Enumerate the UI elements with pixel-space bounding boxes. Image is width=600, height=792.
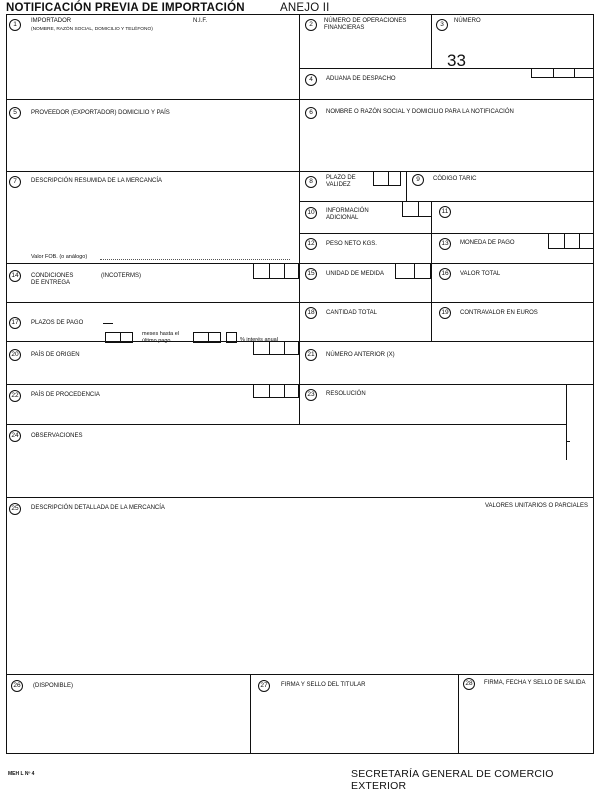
field-number-19: 19 [439, 307, 451, 319]
field-number-24: 24 [9, 430, 21, 442]
divider [6, 497, 594, 498]
field-number-6: 6 [305, 107, 317, 119]
field-number-25: 25 [9, 503, 21, 515]
field-number-10: 10 [305, 207, 317, 219]
provenance-digit-boxes [253, 384, 299, 398]
divider [6, 674, 594, 675]
annual-interest-label: % interés anual [240, 337, 278, 343]
additional-info-label: INFORMACIÓN ADICIONAL [326, 208, 369, 221]
field-number-13: 13 [439, 238, 451, 250]
unit-values-label: VALORES UNITARIOS O PARCIALES [485, 503, 589, 509]
field-number-18: 18 [305, 307, 317, 319]
field-number-21: 21 [305, 349, 317, 361]
euro-equivalent-label: CONTRAVALOR EN EUROS [460, 310, 538, 316]
validity-label: PLAZO DE VALIDEZ [326, 175, 356, 188]
interest-digit-boxes [193, 332, 221, 343]
observations-tick [566, 441, 570, 442]
resolution-label: RESOLUCIÓN [326, 391, 366, 397]
importer-label: IMPORTADOR [31, 18, 72, 24]
summary-description-label: DESCRIPCIÓN RESUMIDA DE LA MERCANCÍA [31, 178, 163, 184]
divider [6, 263, 594, 264]
unit-digit-boxes [395, 263, 431, 279]
divider [299, 201, 594, 202]
importer-sublabel: (NOMBRE, RAZÓN SOCIAL, DOMICILIO Y TELÉFONO) [31, 27, 153, 32]
field-number-26: 26 [11, 680, 23, 692]
divider [431, 233, 432, 341]
field-number-3: 3 [436, 19, 448, 31]
divider [431, 14, 432, 68]
supplier-label: PROVEEDOR (EXPORTADOR) DOMICILIO Y PAÍS [31, 110, 170, 116]
unit-of-measure-label: UNIDAD DE MEDIDA [326, 271, 385, 277]
divider [6, 171, 594, 172]
total-quantity-label: CANTIDAD TOTAL [326, 310, 378, 316]
holder-signature-label: FIRMA Y SELLO DEL TITULAR [281, 682, 366, 688]
months-digit-boxes [105, 332, 133, 343]
field-number-4: 4 [305, 74, 317, 86]
field-number-7: 7 [9, 176, 21, 188]
field-number-12: 12 [305, 238, 317, 250]
field-number-8: 8 [305, 176, 317, 188]
field-number-16: 16 [439, 268, 451, 280]
net-weight-label: PESO NETO KGS. [326, 241, 377, 247]
field-number-11: 11 [439, 206, 451, 218]
incoterms-label: (INCOTERMS) [101, 273, 141, 279]
notification-name-label: NOMBRE O RAZÓN SOCIAL Y DOMICILIO PARA LA NOTIFICACIÓN [326, 109, 514, 115]
field-number-17: 17 [9, 317, 21, 329]
field-number-2: 2 [305, 19, 317, 31]
delivery-conditions-label: CONDICIONES DE ENTREGA [31, 273, 74, 286]
field-number-20: 20 [9, 349, 21, 361]
detailed-description-label: DESCRIPCIÓN DETALLADA DE LA MERCANCÍA [31, 505, 165, 511]
field-number-28: 28 [463, 678, 475, 690]
country-of-provenance-label: PAÍS DE PROCEDENCIA [31, 392, 100, 398]
divider [250, 674, 251, 754]
field-number-14: 14 [9, 270, 21, 282]
number-digit-boxes [531, 68, 594, 78]
form-code: MEH L Nº 4 [8, 771, 35, 777]
field-number-23: 23 [305, 389, 317, 401]
divider [6, 302, 594, 303]
divider [566, 384, 567, 460]
months-until-last-payment: meses hasta el último pago [142, 331, 179, 344]
available-label: (DISPONIBLE) [33, 683, 74, 689]
number-label: NÚMERO [454, 18, 481, 24]
customs-office-label: ADUANA DE DESPACHO [326, 76, 396, 82]
previous-number-label: NÚMERO ANTERIOR (X) [326, 352, 395, 358]
divider [299, 14, 300, 424]
fob-dotted-line [100, 259, 290, 260]
number-value: 33 [447, 51, 466, 70]
divider [406, 171, 407, 201]
divider [6, 99, 594, 100]
nif-label: N.I.F. [193, 18, 208, 24]
divider [6, 424, 566, 425]
fob-value-label: Valor FOB. (o análogo) [31, 254, 88, 260]
field-number-9: 9 [412, 174, 424, 186]
interest-decimal-box [226, 332, 237, 343]
payment-terms-label: PLAZOS DE PAGO [31, 320, 84, 326]
observations-label: OBSERVACIONES [31, 433, 83, 439]
incoterms-digit-boxes [253, 263, 299, 279]
issuing-organization: SECRETARÍA GENERAL DE COMERCIO EXTERIOR [351, 768, 554, 792]
payment-terms-dash [103, 323, 113, 324]
total-value-label: VALOR TOTAL [460, 271, 501, 277]
financial-operations-label: NÚMERO DE OPERACIONES FINANCIERAS [324, 18, 407, 31]
additional-info-boxes [402, 201, 432, 217]
payment-currency-label: MONEDA DE PAGO [460, 240, 515, 246]
country-of-origin-label: PAÍS DE ORIGEN [31, 352, 80, 358]
divider [6, 384, 594, 385]
field-number-5: 5 [9, 107, 21, 119]
origin-digit-boxes [253, 341, 299, 355]
form-title: NOTIFICACIÓN PREVIA DE IMPORTACIÓN [6, 2, 245, 14]
divider [458, 674, 459, 754]
divider [6, 341, 594, 342]
taric-code-label: CÓDIGO TARIC [433, 176, 477, 182]
exit-signature-label: FIRMA, FECHA Y SELLO DE SALIDA [484, 680, 586, 686]
divider [431, 201, 432, 233]
currency-digit-boxes [548, 233, 594, 249]
field-number-22: 22 [9, 390, 21, 402]
field-number-15: 15 [305, 268, 317, 280]
validity-digit-boxes [373, 171, 401, 186]
field-number-27: 27 [258, 680, 270, 692]
field-number-1: 1 [9, 19, 21, 31]
annex-label: ANEJO II [280, 2, 330, 14]
